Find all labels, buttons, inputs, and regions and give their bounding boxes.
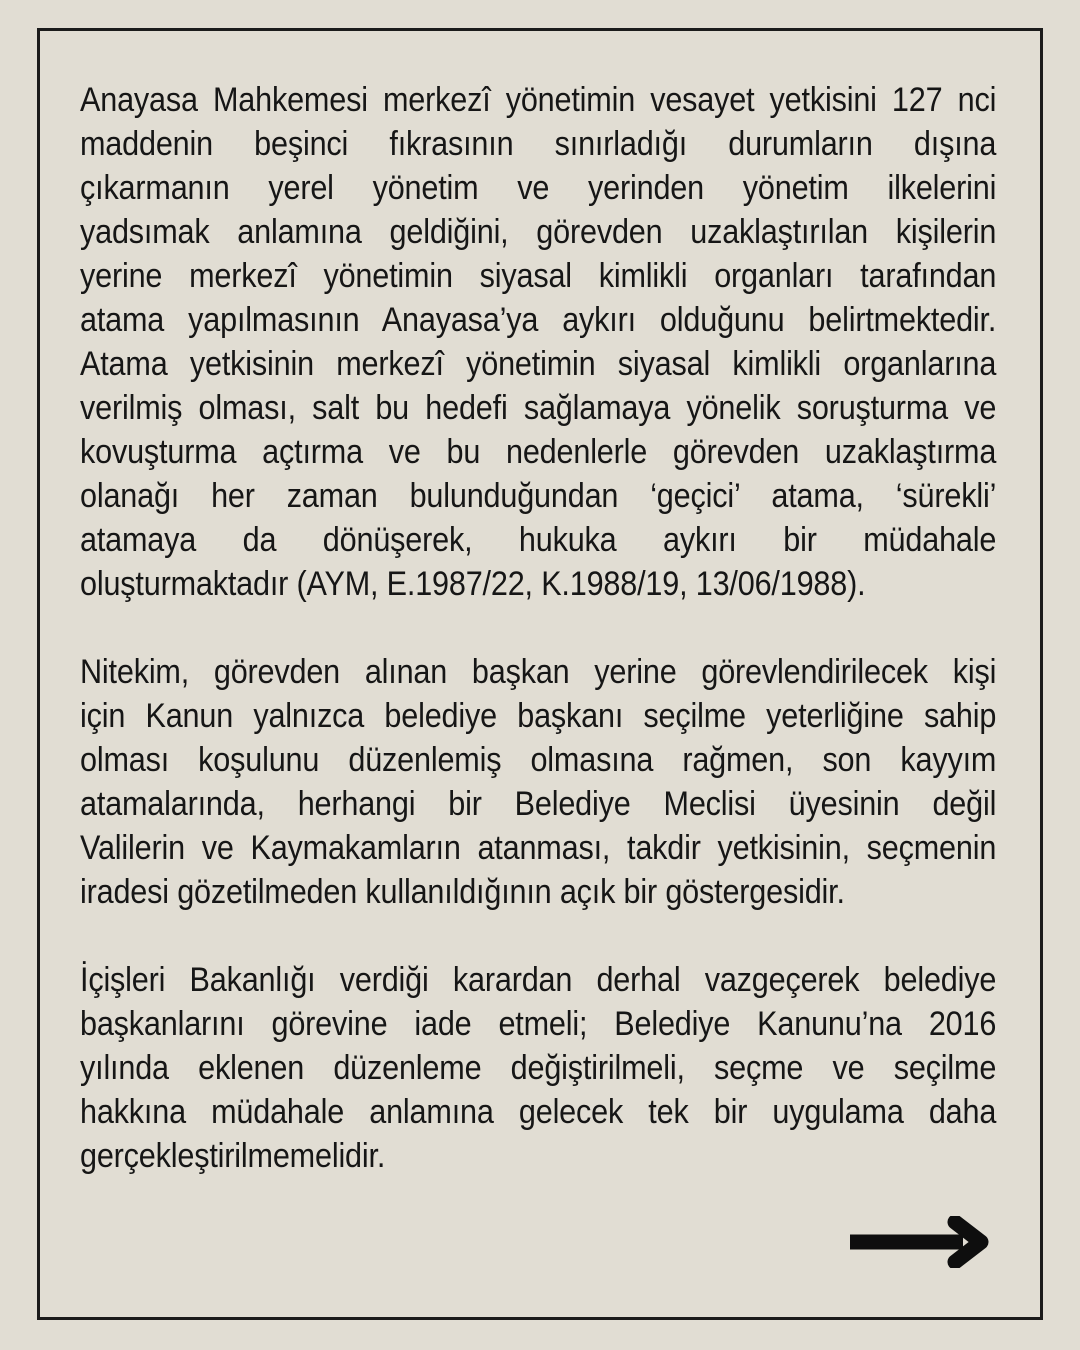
text-line: yadsımak anlamına geldiğini, görevden uzaklaştırılan kişilerin: [80, 213, 997, 251]
text-line: başkanlarını görevine iade etmeli; Belediye Kanunu’na 2016: [80, 1005, 997, 1043]
text-line: yerine merkezî yönetimin siyasal kimlikli organları tarafından: [80, 257, 997, 295]
paragraph: [80, 650, 1080, 914]
text-line: iradesi gözetilmeden kullanıldığının açık bir göstergesidir.: [80, 873, 845, 911]
text-line: atamalarında, herhangi bir Belediye Meclisi üyesinin değil: [80, 785, 997, 823]
text-line: olması koşulunu düzenlemiş olmasına rağmen, son kayyım: [80, 741, 997, 779]
text-line: Valilerin ve Kaymakamların atanması, takdir yetkisinin, seçmenin: [80, 829, 997, 867]
paragraph: [80, 958, 1080, 1178]
text-line: maddenin beşinci fıkrasının sınırladığı durumların dışına: [80, 125, 997, 163]
text-line: Anayasa Mahkemesi merkezî yönetimin vesayet yetkisini 127 nci: [80, 81, 997, 119]
text-line: verilmiş olması, salt bu hedefi sağlamaya yönelik soruşturma ve: [80, 389, 997, 427]
text-line: çıkarmanın yerel yönetim ve yerinden yönetim ilkelerini: [80, 169, 997, 207]
text-line: kovuşturma açtırma ve bu nedenlerle görevden uzaklaştırma: [80, 433, 997, 471]
paragraph: [80, 78, 1080, 606]
text-line: gerçekleştirilmemelidir.: [80, 1137, 386, 1175]
document-text: [80, 78, 1080, 1178]
text-line: hakkına müdahale anlamına gelecek tek bir uygulama daha: [80, 1093, 997, 1131]
text-line: atamaya da dönüşerek, hukuka aykırı bir müdahale: [80, 521, 997, 559]
text-line: atama yapılmasının Anayasa’ya aykırı olduğunu belirtmektedir.: [80, 301, 997, 339]
text-line: Nitekim, görevden alınan başkan yerine görevlendirilecek kişi: [80, 653, 997, 691]
text-line: oluşturmaktadır (AYM, E.1987/22, K.1988/19, 13/06/1988).: [80, 565, 866, 603]
text-line: için Kanun yalnızca belediye başkanı seçilme yeterliğine sahip: [80, 697, 997, 735]
text-line: İçişleri Bakanlığı verdiği karardan derhal vazgeçerek belediye: [80, 961, 997, 999]
text-line: olanağı her zaman bulunduğundan ‘geçici’ atama, ‘sürekli’: [80, 477, 997, 515]
arrow-right-icon: [850, 1216, 1002, 1268]
text-line: yılında eklenen düzenleme değiştirilmeli, seçme ve seçilme: [80, 1049, 997, 1087]
text-line: Atama yetkisinin merkezî yönetimin siyasal kimlikli organlarına: [80, 345, 997, 383]
